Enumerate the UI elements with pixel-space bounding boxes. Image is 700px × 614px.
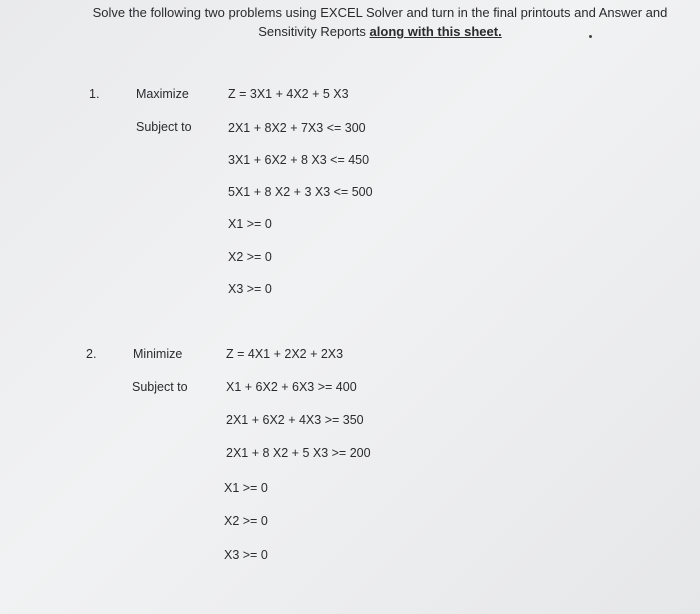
subject-to-label: Subject to	[136, 120, 192, 134]
constraint: X3 >= 0	[224, 548, 268, 562]
constraint: X2 >= 0	[228, 250, 272, 264]
objective-label: Maximize	[136, 87, 189, 101]
subject-to-label: Subject to	[132, 380, 188, 394]
constraint: 2X1 + 8 X2 + 5 X3 >= 200	[226, 446, 371, 460]
instructions-line-2-text: Sensitivity Reports	[258, 24, 370, 39]
constraint: 5X1 + 8 X2 + 3 X3 <= 500	[228, 185, 373, 199]
objective-label: Minimize	[133, 347, 183, 361]
instructions-line-2	[60, 22, 700, 41]
constraint: X1 >= 0	[228, 217, 272, 231]
problem-number: 1.	[89, 87, 100, 101]
constraint: X1 >= 0	[224, 481, 268, 495]
constraint: 2X1 + 6X2 + 4X3 >= 350	[226, 413, 364, 427]
problem-number: 2.	[86, 347, 97, 361]
stray-mark	[589, 35, 592, 38]
constraint: X1 + 6X2 + 6X3 >= 400	[226, 380, 357, 394]
instructions-header	[60, 3, 700, 41]
constraint: X3 >= 0	[228, 282, 272, 296]
constraint: 3X1 + 6X2 + 8 X3 <= 450	[228, 153, 370, 167]
constraint: 2X1 + 8X2 + 7X3 <= 300	[228, 121, 366, 135]
instructions-underlined-text: along with this sheet.	[369, 24, 502, 39]
constraint: X2 >= 0	[224, 514, 268, 528]
objective-function: Z = 4X1 + 2X2 + 2X3	[226, 347, 344, 361]
instructions-line-1: Solve the following two problems using EXCEL Solver and turn in the final printouts and Answer and	[92, 5, 668, 20]
objective-function: Z = 3X1 + 4X2 + 5 X3	[228, 87, 349, 101]
